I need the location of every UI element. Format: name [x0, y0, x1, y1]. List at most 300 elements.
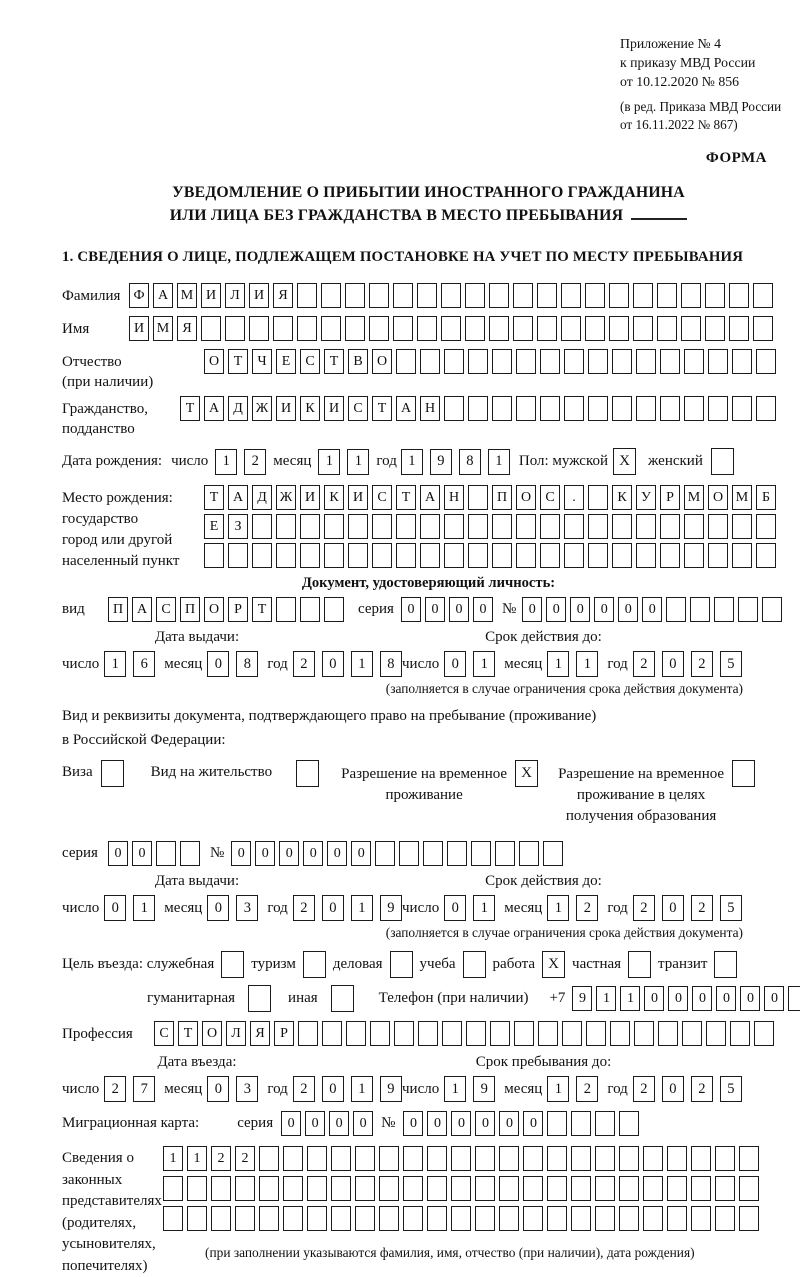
char-box[interactable]: О — [204, 597, 224, 622]
char-box[interactable] — [489, 283, 509, 308]
char-box[interactable]: Б — [756, 485, 776, 510]
char-box[interactable]: 0 — [427, 1111, 447, 1136]
char-box[interactable]: 1 — [547, 1076, 569, 1102]
char-box[interactable] — [588, 396, 608, 421]
char-box[interactable] — [595, 1176, 615, 1201]
char-box[interactable] — [204, 543, 224, 568]
char-box[interactable] — [619, 1146, 639, 1171]
char-box[interactable]: О — [516, 485, 536, 510]
char-box[interactable]: 1 — [104, 651, 126, 677]
char-box[interactable] — [588, 514, 608, 539]
char-box[interactable] — [187, 1206, 207, 1231]
char-box[interactable]: И — [324, 396, 344, 421]
char-box[interactable]: О — [204, 349, 224, 374]
char-box[interactable] — [660, 543, 680, 568]
char-box[interactable] — [705, 316, 725, 341]
char-box[interactable] — [499, 1176, 519, 1201]
char-box[interactable] — [355, 1146, 375, 1171]
char-box[interactable] — [372, 543, 392, 568]
char-box[interactable]: 0 — [668, 986, 688, 1011]
char-box[interactable] — [418, 1021, 438, 1046]
char-box[interactable] — [211, 1176, 231, 1201]
char-box[interactable] — [466, 1021, 486, 1046]
char-box[interactable] — [540, 543, 560, 568]
char-box[interactable] — [444, 514, 464, 539]
char-box[interactable] — [667, 1206, 687, 1231]
char-box[interactable]: 0 — [644, 986, 664, 1011]
char-box[interactable]: 6 — [133, 651, 155, 677]
char-box[interactable] — [708, 349, 728, 374]
char-box[interactable]: 0 — [546, 597, 566, 622]
char-box[interactable] — [252, 543, 272, 568]
char-box[interactable]: Д — [252, 485, 272, 510]
char-box[interactable]: 2 — [576, 1076, 598, 1102]
char-box[interactable] — [729, 283, 749, 308]
char-box[interactable] — [571, 1176, 591, 1201]
char-box[interactable] — [427, 1146, 447, 1171]
char-box[interactable] — [324, 514, 344, 539]
char-box[interactable]: 3 — [236, 1076, 258, 1102]
char-box[interactable]: 0 — [662, 895, 684, 921]
char-box[interactable] — [714, 597, 734, 622]
char-box[interactable] — [547, 1146, 567, 1171]
char-box[interactable] — [595, 1146, 615, 1171]
char-box[interactable] — [633, 316, 653, 341]
char-box[interactable] — [708, 543, 728, 568]
char-box[interactable] — [396, 349, 416, 374]
char-box[interactable]: Т — [204, 485, 224, 510]
char-box[interactable]: 0 — [662, 651, 684, 677]
char-box[interactable] — [468, 514, 488, 539]
char-box[interactable] — [756, 349, 776, 374]
char-box[interactable] — [283, 1176, 303, 1201]
char-box[interactable] — [420, 514, 440, 539]
char-box[interactable]: 0 — [207, 1076, 229, 1102]
char-box[interactable]: Ж — [252, 396, 272, 421]
char-box[interactable] — [252, 514, 272, 539]
char-box[interactable] — [681, 316, 701, 341]
char-box[interactable] — [739, 1206, 759, 1231]
char-box[interactable] — [609, 283, 629, 308]
char-box[interactable]: Р — [660, 485, 680, 510]
char-box[interactable]: 0 — [499, 1111, 519, 1136]
char-box[interactable] — [657, 283, 677, 308]
char-box[interactable]: 0 — [329, 1111, 349, 1136]
char-box[interactable] — [564, 543, 584, 568]
char-box[interactable]: 1 — [351, 1076, 373, 1102]
char-box[interactable]: 0 — [764, 986, 784, 1011]
char-box[interactable] — [444, 396, 464, 421]
char-box[interactable] — [248, 985, 271, 1012]
char-box[interactable] — [628, 951, 651, 978]
char-box[interactable]: X — [515, 760, 538, 787]
char-box[interactable] — [321, 283, 341, 308]
char-box[interactable]: 5 — [720, 895, 742, 921]
char-box[interactable] — [547, 1206, 567, 1231]
char-box[interactable] — [276, 514, 296, 539]
char-box[interactable]: П — [108, 597, 128, 622]
char-box[interactable] — [564, 514, 584, 539]
char-box[interactable] — [610, 1021, 630, 1046]
char-box[interactable] — [732, 514, 752, 539]
char-box[interactable] — [739, 1146, 759, 1171]
char-box[interactable] — [225, 316, 245, 341]
char-box[interactable] — [513, 316, 533, 341]
char-box[interactable] — [732, 396, 752, 421]
char-box[interactable] — [297, 283, 317, 308]
char-box[interactable]: М — [177, 283, 197, 308]
char-box[interactable]: 1 — [620, 986, 640, 1011]
char-box[interactable] — [537, 316, 557, 341]
char-box[interactable]: О — [202, 1021, 222, 1046]
char-box[interactable] — [259, 1146, 279, 1171]
char-box[interactable] — [492, 396, 512, 421]
char-box[interactable]: 1 — [351, 651, 373, 677]
char-box[interactable]: 1 — [401, 449, 423, 475]
char-box[interactable] — [667, 1146, 687, 1171]
char-box[interactable] — [523, 1146, 543, 1171]
char-box[interactable]: 2 — [691, 895, 713, 921]
char-box[interactable]: 3 — [236, 895, 258, 921]
char-box[interactable] — [228, 543, 248, 568]
char-box[interactable] — [540, 349, 560, 374]
char-box[interactable] — [588, 543, 608, 568]
char-box[interactable] — [379, 1146, 399, 1171]
char-box[interactable] — [666, 597, 686, 622]
char-box[interactable]: 1 — [547, 895, 569, 921]
char-box[interactable] — [492, 543, 512, 568]
char-box[interactable]: 0 — [327, 841, 347, 866]
char-box[interactable]: П — [180, 597, 200, 622]
char-box[interactable]: 1 — [547, 651, 569, 677]
char-box[interactable] — [468, 543, 488, 568]
char-box[interactable] — [754, 1021, 774, 1046]
char-box[interactable] — [475, 1206, 495, 1231]
char-box[interactable] — [708, 396, 728, 421]
char-box[interactable]: С — [348, 396, 368, 421]
char-box[interactable] — [369, 283, 389, 308]
char-box[interactable]: 9 — [380, 895, 402, 921]
char-box[interactable] — [543, 841, 563, 866]
char-box[interactable] — [355, 1176, 375, 1201]
char-box[interactable] — [331, 1176, 351, 1201]
char-box[interactable] — [540, 396, 560, 421]
char-box[interactable] — [307, 1146, 327, 1171]
char-box[interactable] — [403, 1146, 423, 1171]
char-box[interactable]: 0 — [444, 895, 466, 921]
char-box[interactable]: А — [132, 597, 152, 622]
char-box[interactable] — [420, 349, 440, 374]
char-box[interactable] — [612, 514, 632, 539]
char-box[interactable] — [355, 1206, 375, 1231]
char-box[interactable]: 8 — [459, 449, 481, 475]
char-box[interactable]: 7 — [133, 1076, 155, 1102]
char-box[interactable] — [516, 349, 536, 374]
char-box[interactable]: 2 — [211, 1146, 231, 1171]
char-box[interactable] — [427, 1206, 447, 1231]
char-box[interactable] — [523, 1206, 543, 1231]
char-box[interactable] — [643, 1176, 663, 1201]
char-box[interactable]: М — [684, 485, 704, 510]
char-box[interactable]: И — [201, 283, 221, 308]
char-box[interactable] — [249, 316, 269, 341]
char-box[interactable]: С — [300, 349, 320, 374]
char-box[interactable] — [612, 396, 632, 421]
char-box[interactable] — [684, 543, 704, 568]
char-box[interactable] — [519, 841, 539, 866]
char-box[interactable]: 0 — [353, 1111, 373, 1136]
char-box[interactable] — [562, 1021, 582, 1046]
char-box[interactable] — [390, 951, 413, 978]
char-box[interactable] — [595, 1111, 615, 1136]
char-box[interactable]: 0 — [207, 651, 229, 677]
char-box[interactable]: 0 — [716, 986, 736, 1011]
char-box[interactable]: Т — [324, 349, 344, 374]
char-box[interactable] — [660, 514, 680, 539]
char-box[interactable]: 1 — [163, 1146, 183, 1171]
char-box[interactable]: 2 — [104, 1076, 126, 1102]
char-box[interactable] — [399, 841, 419, 866]
char-box[interactable]: 0 — [523, 1111, 543, 1136]
char-box[interactable] — [296, 760, 319, 787]
char-box[interactable]: И — [300, 485, 320, 510]
char-box[interactable] — [690, 597, 710, 622]
char-box[interactable]: О — [708, 485, 728, 510]
char-box[interactable] — [372, 514, 392, 539]
char-box[interactable] — [492, 349, 512, 374]
char-box[interactable] — [738, 597, 758, 622]
char-box[interactable]: С — [154, 1021, 174, 1046]
char-box[interactable] — [375, 841, 395, 866]
char-box[interactable]: 0 — [570, 597, 590, 622]
char-box[interactable]: 2 — [293, 1076, 315, 1102]
char-box[interactable] — [180, 841, 200, 866]
char-box[interactable] — [612, 543, 632, 568]
char-box[interactable]: 1 — [318, 449, 340, 475]
char-box[interactable] — [571, 1146, 591, 1171]
char-box[interactable]: 9 — [572, 986, 592, 1011]
char-box[interactable]: И — [348, 485, 368, 510]
char-box[interactable]: 1 — [473, 895, 495, 921]
char-box[interactable] — [753, 283, 773, 308]
char-box[interactable] — [753, 316, 773, 341]
char-box[interactable] — [370, 1021, 390, 1046]
char-box[interactable]: Я — [177, 316, 197, 341]
char-box[interactable] — [283, 1146, 303, 1171]
char-box[interactable] — [300, 514, 320, 539]
char-box[interactable]: 0 — [692, 986, 712, 1011]
char-box[interactable] — [444, 349, 464, 374]
char-box[interactable] — [495, 841, 515, 866]
char-box[interactable] — [235, 1206, 255, 1231]
char-box[interactable] — [475, 1146, 495, 1171]
char-box[interactable] — [571, 1111, 591, 1136]
char-box[interactable] — [660, 349, 680, 374]
char-box[interactable]: Т — [178, 1021, 198, 1046]
char-box[interactable] — [307, 1206, 327, 1231]
char-box[interactable]: Н — [444, 485, 464, 510]
char-box[interactable]: 0 — [594, 597, 614, 622]
char-box[interactable] — [303, 951, 326, 978]
char-box[interactable]: X — [542, 951, 565, 978]
char-box[interactable]: 0 — [255, 841, 275, 866]
char-box[interactable] — [101, 760, 124, 787]
char-box[interactable] — [619, 1176, 639, 1201]
char-box[interactable] — [585, 316, 605, 341]
char-box[interactable]: А — [228, 485, 248, 510]
char-box[interactable] — [259, 1206, 279, 1231]
char-box[interactable]: Е — [204, 514, 224, 539]
char-box[interactable] — [417, 283, 437, 308]
char-box[interactable] — [307, 1176, 327, 1201]
char-box[interactable]: 2 — [633, 1076, 655, 1102]
char-box[interactable] — [634, 1021, 654, 1046]
char-box[interactable] — [564, 349, 584, 374]
char-box[interactable]: 1 — [133, 895, 155, 921]
char-box[interactable] — [715, 1176, 735, 1201]
char-box[interactable] — [300, 543, 320, 568]
char-box[interactable] — [537, 283, 557, 308]
char-box[interactable] — [691, 1206, 711, 1231]
char-box[interactable] — [658, 1021, 678, 1046]
char-box[interactable] — [276, 543, 296, 568]
char-box[interactable] — [561, 283, 581, 308]
char-box[interactable]: 2 — [293, 895, 315, 921]
char-box[interactable] — [705, 283, 725, 308]
char-box[interactable]: 2 — [576, 895, 598, 921]
char-box[interactable]: И — [129, 316, 149, 341]
char-box[interactable] — [451, 1206, 471, 1231]
char-box[interactable] — [667, 1176, 687, 1201]
char-box[interactable] — [684, 514, 704, 539]
char-box[interactable]: 8 — [236, 651, 258, 677]
char-box[interactable]: 0 — [351, 841, 371, 866]
char-box[interactable] — [657, 316, 677, 341]
char-box[interactable] — [451, 1146, 471, 1171]
char-box[interactable]: Р — [274, 1021, 294, 1046]
char-box[interactable] — [276, 597, 296, 622]
char-box[interactable]: 9 — [380, 1076, 402, 1102]
char-box[interactable]: 0 — [303, 841, 323, 866]
char-box[interactable]: 1 — [444, 1076, 466, 1102]
char-box[interactable] — [403, 1176, 423, 1201]
char-box[interactable] — [475, 1176, 495, 1201]
char-box[interactable] — [684, 349, 704, 374]
char-box[interactable]: 0 — [475, 1111, 495, 1136]
char-box[interactable] — [394, 1021, 414, 1046]
char-box[interactable] — [451, 1176, 471, 1201]
char-box[interactable]: О — [372, 349, 392, 374]
char-box[interactable] — [619, 1111, 639, 1136]
char-box[interactable]: 0 — [444, 651, 466, 677]
char-box[interactable] — [297, 316, 317, 341]
char-box[interactable] — [499, 1146, 519, 1171]
char-box[interactable]: 9 — [430, 449, 452, 475]
char-box[interactable] — [300, 597, 320, 622]
char-box[interactable] — [379, 1206, 399, 1231]
char-box[interactable] — [586, 1021, 606, 1046]
char-box[interactable] — [715, 1206, 735, 1231]
char-box[interactable]: А — [396, 396, 416, 421]
char-box[interactable] — [298, 1021, 318, 1046]
char-box[interactable]: И — [276, 396, 296, 421]
char-box[interactable]: 0 — [662, 1076, 684, 1102]
char-box[interactable]: 0 — [305, 1111, 325, 1136]
char-box[interactable] — [489, 316, 509, 341]
char-box[interactable] — [321, 316, 341, 341]
char-box[interactable]: 1 — [347, 449, 369, 475]
char-box[interactable] — [547, 1111, 567, 1136]
char-box[interactable]: В — [348, 349, 368, 374]
char-box[interactable] — [348, 543, 368, 568]
char-box[interactable]: А — [420, 485, 440, 510]
char-box[interactable] — [547, 1176, 567, 1201]
char-box[interactable] — [660, 396, 680, 421]
char-box[interactable]: 0 — [132, 841, 152, 866]
char-box[interactable] — [396, 514, 416, 539]
char-box[interactable]: Т — [396, 485, 416, 510]
char-box[interactable] — [682, 1021, 702, 1046]
char-box[interactable]: Я — [273, 283, 293, 308]
char-box[interactable]: 0 — [642, 597, 662, 622]
char-box[interactable]: Ч — [252, 349, 272, 374]
char-box[interactable]: . — [564, 485, 584, 510]
char-box[interactable]: 8 — [380, 651, 402, 677]
char-box[interactable]: 0 — [449, 597, 469, 622]
char-box[interactable]: 5 — [720, 651, 742, 677]
char-box[interactable]: Л — [226, 1021, 246, 1046]
char-box[interactable]: С — [372, 485, 392, 510]
char-box[interactable]: 0 — [231, 841, 251, 866]
char-box[interactable] — [756, 396, 776, 421]
char-box[interactable] — [201, 316, 221, 341]
char-box[interactable]: 1 — [576, 651, 598, 677]
char-box[interactable] — [684, 396, 704, 421]
char-box[interactable] — [681, 283, 701, 308]
char-box[interactable] — [346, 1021, 366, 1046]
char-box[interactable] — [345, 316, 365, 341]
char-box[interactable] — [708, 514, 728, 539]
char-box[interactable]: 0 — [403, 1111, 423, 1136]
char-box[interactable]: 2 — [244, 449, 266, 475]
char-box[interactable]: X — [613, 448, 636, 475]
char-box[interactable] — [468, 396, 488, 421]
char-box[interactable]: 0 — [281, 1111, 301, 1136]
char-box[interactable]: Е — [276, 349, 296, 374]
char-box[interactable] — [633, 283, 653, 308]
char-box[interactable] — [643, 1206, 663, 1231]
char-box[interactable] — [273, 316, 293, 341]
char-box[interactable] — [211, 1206, 231, 1231]
char-box[interactable] — [588, 485, 608, 510]
char-box[interactable] — [427, 1176, 447, 1201]
char-box[interactable] — [561, 316, 581, 341]
char-box[interactable] — [691, 1176, 711, 1201]
char-box[interactable] — [259, 1176, 279, 1201]
char-box[interactable] — [514, 1021, 534, 1046]
char-box[interactable] — [714, 951, 737, 978]
char-box[interactable] — [732, 543, 752, 568]
char-box[interactable]: И — [249, 283, 269, 308]
char-box[interactable]: 5 — [720, 1076, 742, 1102]
char-box[interactable]: 9 — [473, 1076, 495, 1102]
char-box[interactable] — [417, 316, 437, 341]
char-box[interactable] — [612, 349, 632, 374]
char-box[interactable]: А — [204, 396, 224, 421]
char-box[interactable]: 0 — [104, 895, 126, 921]
char-box[interactable] — [595, 1206, 615, 1231]
char-box[interactable] — [788, 986, 800, 1011]
